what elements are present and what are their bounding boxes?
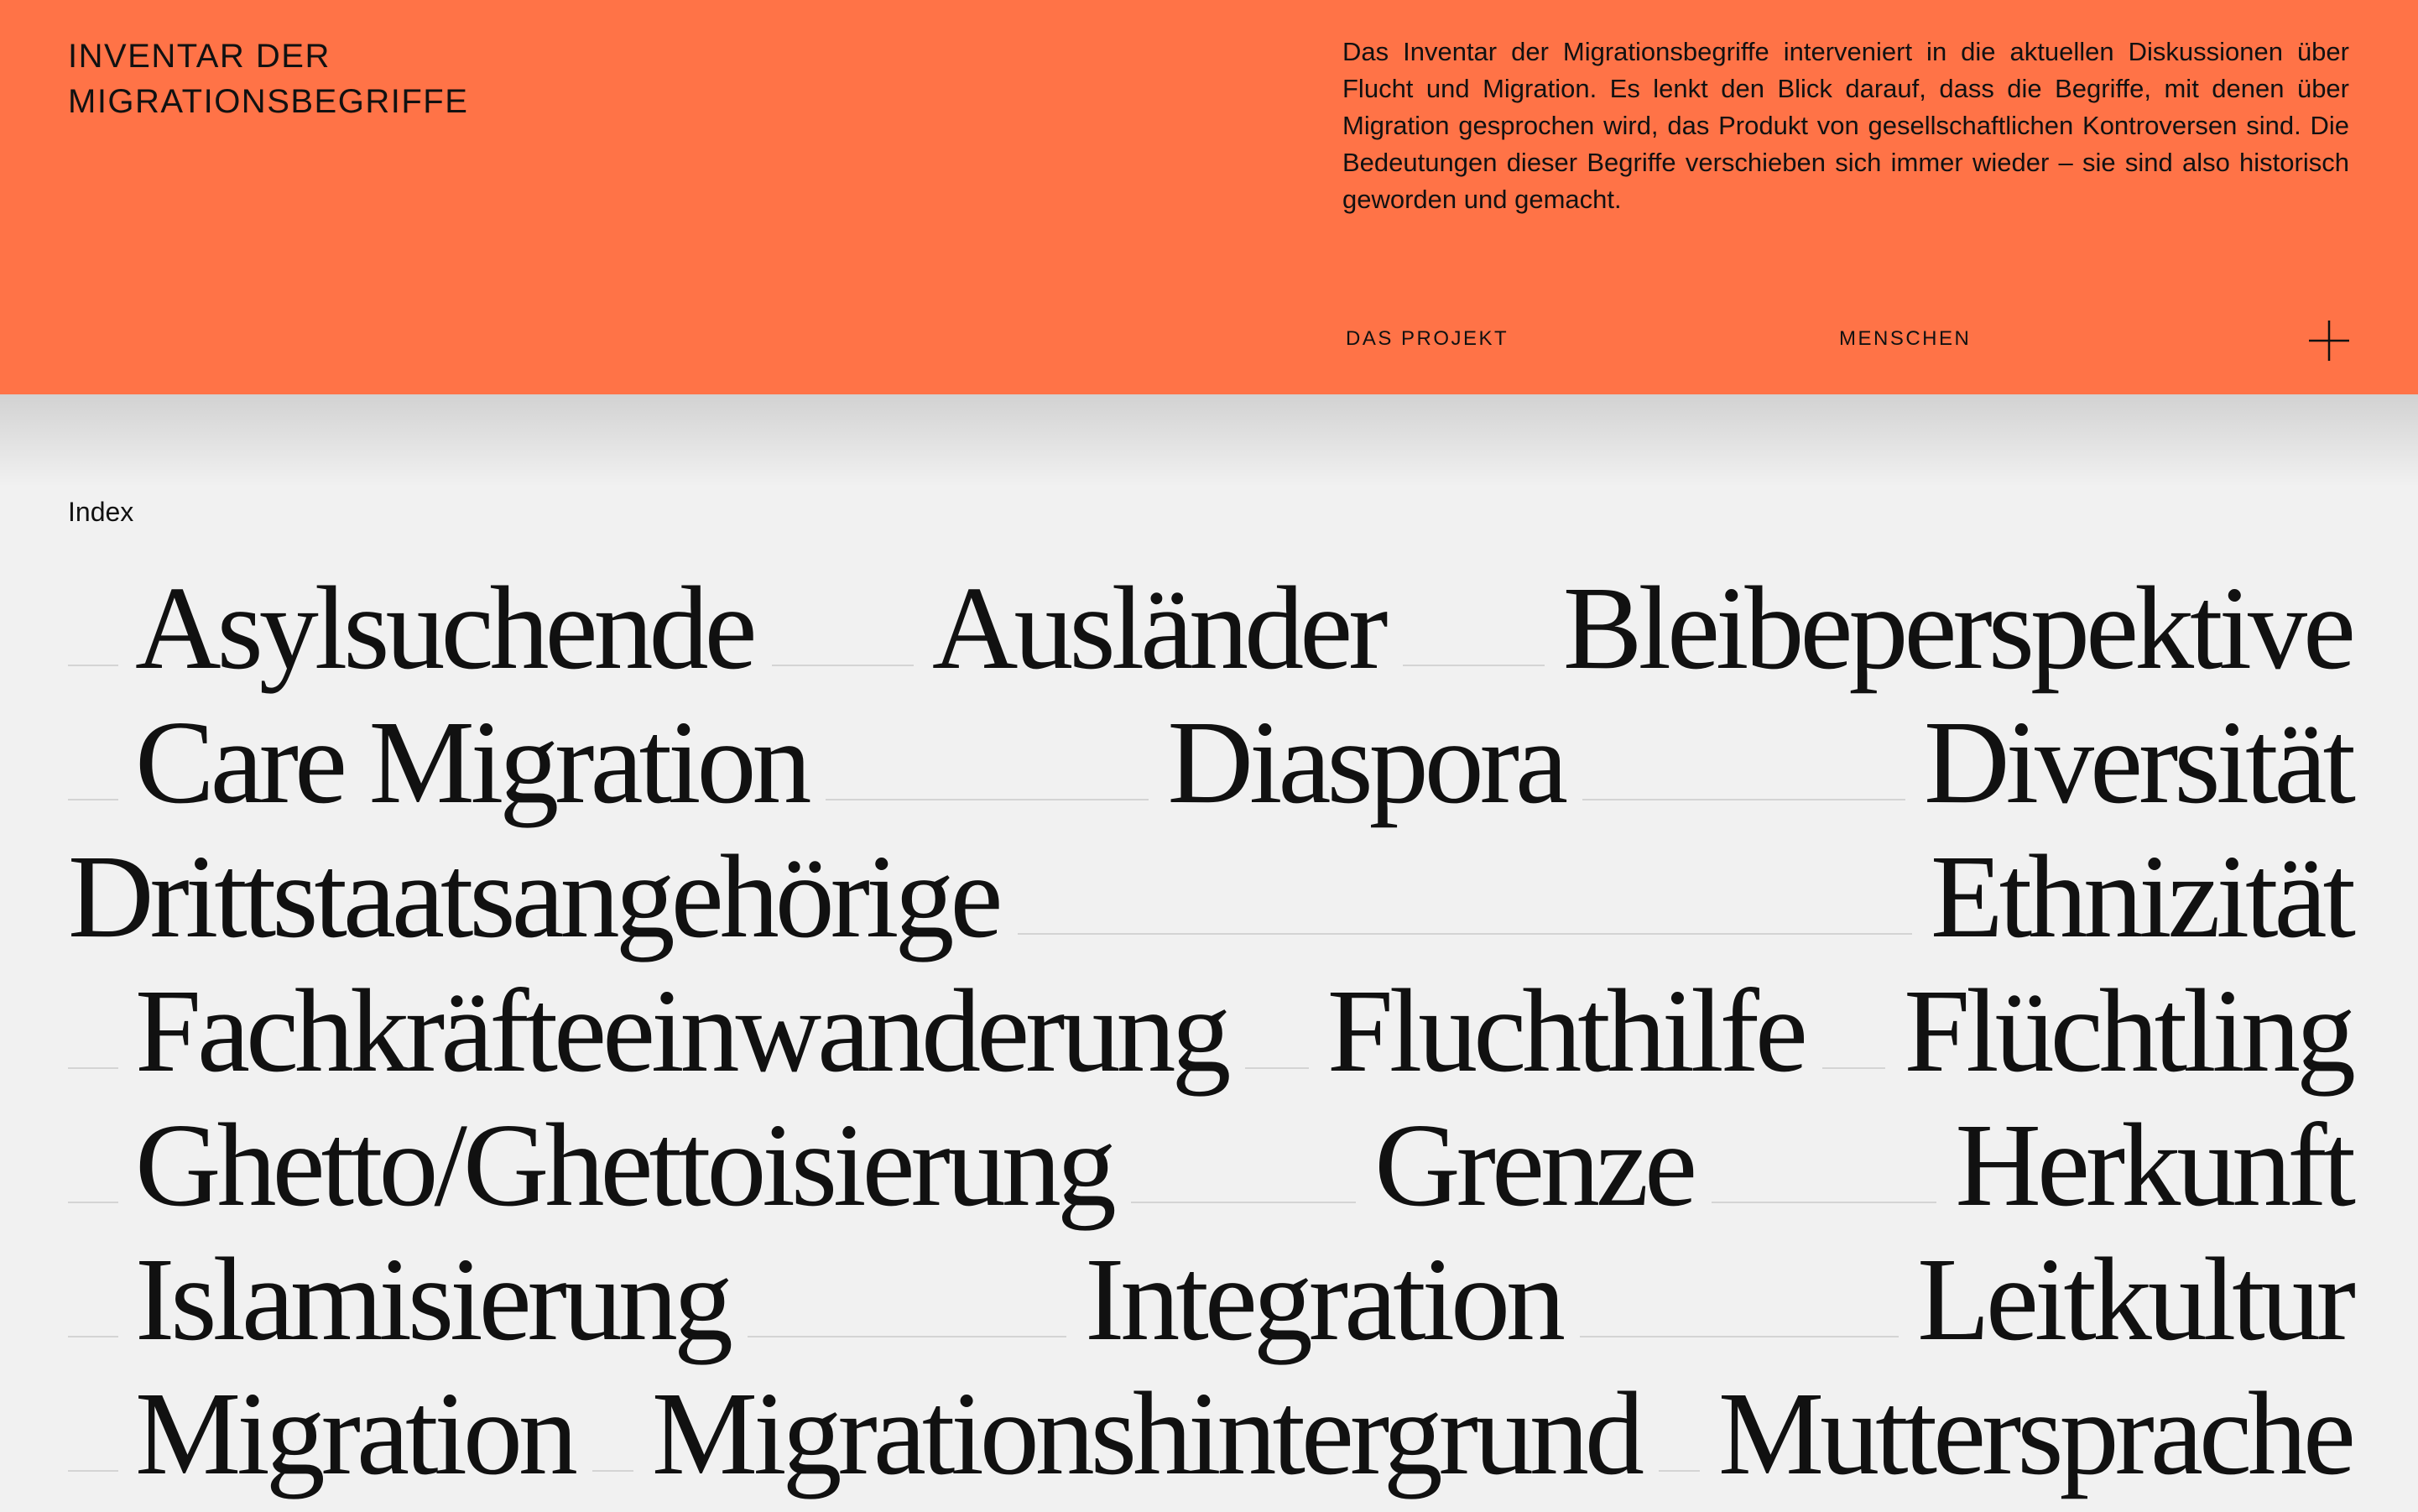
term-link[interactable]: Diaspora xyxy=(1167,696,1565,828)
nav-menschen[interactable]: MENSCHEN xyxy=(1839,327,1972,350)
term-link[interactable]: Asylsuchende xyxy=(135,561,753,694)
header-shadow xyxy=(0,394,2418,487)
term-row xyxy=(68,695,2352,829)
term-row xyxy=(68,1366,2352,1500)
term-link[interactable]: Herkunft xyxy=(1955,1098,2353,1231)
term-rule xyxy=(748,1336,1066,1337)
term-link[interactable]: Ausländer xyxy=(931,561,1384,694)
plus-icon[interactable] xyxy=(2307,319,2351,362)
term-index xyxy=(68,560,2352,1500)
term-row xyxy=(68,1232,2352,1366)
term-rule xyxy=(68,1202,118,1203)
term-rule xyxy=(1822,1067,1885,1069)
term-rule xyxy=(1659,1470,1700,1472)
term-rule xyxy=(1582,799,1905,800)
term-rule xyxy=(68,799,118,800)
term-rule xyxy=(826,799,1149,800)
term-link[interactable]: Muttersprache xyxy=(1717,1367,2352,1499)
term-link[interactable]: Ethnizität xyxy=(1930,830,2352,962)
term-row xyxy=(68,560,2352,695)
term-rule xyxy=(1712,1202,1936,1203)
nav-das-projekt[interactable]: DAS PROJEKT xyxy=(1346,327,1509,350)
term-link[interactable]: Islamisierung xyxy=(135,1233,729,1365)
term-rule xyxy=(68,1336,118,1337)
term-link[interactable]: Grenze xyxy=(1374,1098,1694,1231)
term-link[interactable]: Migrationshintergrund xyxy=(651,1367,1640,1499)
term-row xyxy=(68,963,2352,1098)
intro-text: Das Inventar der Migrationsbegriffe interveniert in die aktuellen Diskussionen über Flucht und Migration. Es lenkt den Blick darauf, dass die Begriffe, mit denen über Migration gesprochen wird, das Produkt von gesellschaftlichen Kontroversen sind. Die Bedeutungen dieser Begriffe verschieben sich immer wieder – sie sind also historisch geworden und gemacht. xyxy=(1342,37,2349,214)
term-link[interactable]: Migration xyxy=(135,1367,574,1499)
term-link[interactable]: Bleibeperspektive xyxy=(1562,561,2353,694)
term-link[interactable]: Diversität xyxy=(1924,696,2352,828)
term-rule xyxy=(1403,665,1545,666)
term-row xyxy=(68,829,2352,963)
term-link[interactable]: Drittstaatsangehörige xyxy=(68,830,999,962)
term-link[interactable]: Flüchtling xyxy=(1904,964,2353,1097)
term-link[interactable]: Leitkultur xyxy=(1917,1233,2353,1365)
term-rule xyxy=(1580,1336,1899,1337)
term-rule xyxy=(1018,933,1912,935)
term-link[interactable]: Ghetto/Ghettoisierung xyxy=(135,1098,1113,1231)
site-header xyxy=(0,0,2418,394)
site-title-link[interactable]: INVENTAR DER MIGRATIONSBEGRIFFE xyxy=(68,38,469,120)
term-rule xyxy=(68,665,118,666)
term-rule xyxy=(1131,1202,1356,1203)
term-rule xyxy=(1245,1067,1308,1069)
index-label: Index xyxy=(68,497,134,527)
term-rule xyxy=(68,1470,118,1472)
term-rule xyxy=(772,665,914,666)
term-rule xyxy=(68,1067,118,1069)
term-link[interactable]: Fachkräfteeinwanderung xyxy=(135,964,1227,1097)
term-row xyxy=(68,1098,2352,1232)
term-link[interactable]: Care Migration xyxy=(135,696,808,828)
plus-icon-svg xyxy=(2307,319,2351,362)
term-rule xyxy=(592,1470,633,1472)
term-link[interactable]: Integration xyxy=(1085,1233,1562,1365)
term-link[interactable]: Fluchthilfe xyxy=(1326,964,1804,1097)
